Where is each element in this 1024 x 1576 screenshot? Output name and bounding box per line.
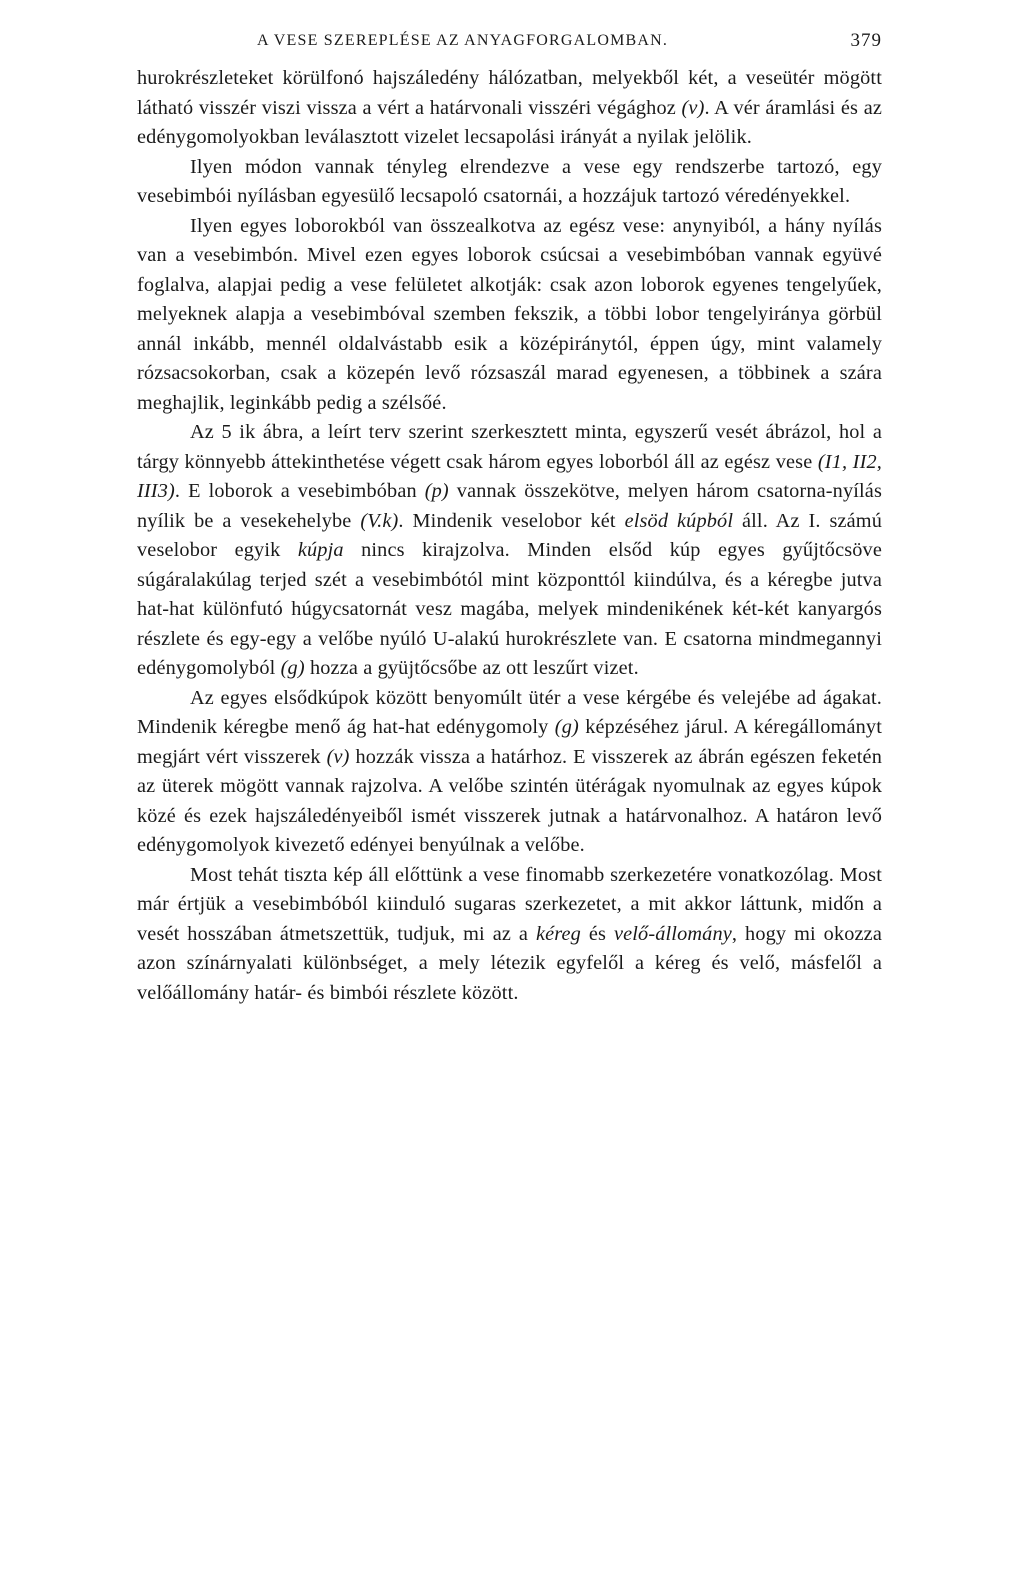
italic-text: (v) — [681, 96, 705, 119]
text-run: . E loborok a vesebimbóban — [174, 480, 425, 502]
paragraph-1 — [137, 64, 882, 153]
paragraph-3 — [137, 212, 882, 419]
italic-text: (g) — [554, 716, 579, 738]
italic-text: velő-állomány — [613, 922, 732, 945]
paragraph-5 — [137, 684, 882, 861]
paragraph-6 — [137, 861, 882, 1009]
page-number: 379 — [850, 30, 882, 51]
running-title: A VESE SZEREPLÉSE AZ ANYAGFORGALOMBAN. — [257, 32, 669, 49]
italic-text: kéreg — [535, 922, 581, 945]
italic-text: (I1, II2, III3) — [137, 450, 882, 502]
text-run: hozza a gyüjtőcsőbe az ott leszűrt vizet. — [304, 657, 639, 679]
text-run: . Mindenik veselobor két — [398, 509, 625, 532]
italic-text: (V.k) — [360, 509, 399, 532]
text-run: hozzák vissza a határhoz. E visszerek az ábrán egészen feketén az üterek mögött vannak rajzolva. A velőbe szintén ütérágak nyomulnak az egyes kúpok közé és ezek hajszáledényeiből ismét visszerek jutnak a határvonalhoz. A határon levő edénygomolyok kivezető edényei benyúlnak a velőbe. — [137, 745, 882, 856]
text-run: és — [580, 922, 614, 945]
text-run: Ilyen egyes loborokból van összealkotva az egész vese: anynyiból, a hány nyílás van a vesebimbón. Mivel ezen egyes loborok csúcsai a vesebimbóban vannak együvé foglalva, alapjai pedig a vese felületet alkotják: csak azon loborok egyenes tengelyűek, melyeknek alapja a vesebimbóval szemben fekszik, a többi lobor tengelyiránya görbül annál inkább, mennél oldalvástabb esik a középiránytól, éppen úgy, mint valamely rózsacsokorban, csak a közepén levő rózsaszál marad egyenesen, a többinek a szára meghajlik, leginkább pedig a szélsőé. — [137, 214, 882, 414]
text-run: . A vér áramlási és az edénygomolyokban leválasztott vizelet lecsapolási irányát a nyilak jelölik. — [137, 96, 883, 148]
italic-text: (v) — [326, 745, 350, 768]
italic-text: (p) — [424, 480, 449, 502]
text-run: képzéséhez járul. A kéregállományt megjárt vért visszerek — [137, 716, 882, 768]
italic-text: elsöd kúpból — [624, 509, 734, 532]
text-run: vannak összekötve, melyen három csatorna-nyílás nyílik be a vesekehelybe — [137, 480, 883, 532]
text-run: , hogy mi okozza azon színárnyalati különbséget, a mely létezik egyfelől a kéreg és velő, másfelől a velőállomány határ- és bimbói részlete között. — [137, 922, 882, 1004]
italic-text: (g) — [280, 657, 305, 679]
running-head — [137, 28, 882, 64]
book-page — [137, 28, 882, 1008]
text-run: Most tehát tiszta kép áll előttünk a vese finomabb szerkezetére vonatkozólag. Most már értjük a vesebimbóból kiinduló sugaras szerkezetet, a mit akkor láttunk, midőn a vesét hosszában átmetszettük, tudjuk, mi az a — [137, 863, 882, 945]
text-run: Az egyes elsődkúpok között benyomúlt ütér a vese kérgébe és velejébe ad ágakat. Mindenik kéregbe menő ág hat-hat edénygomoly — [137, 686, 882, 738]
text-run: Az 5 ik ábra, a leírt terv szerint szerkesztett minta, egyszerű vesét ábrázol, hol a tárgy könnyebb áttekinthetése végett csak három egyes loborból áll az egész vese — [137, 421, 882, 473]
text-run: Ilyen módon vannak tényleg elrendezve a vese egy rendszerbe tartozó, egy vesebimbói nyílásban egyesülő lecsapoló csatornái, a hozzájuk tartozó véredényekkel. — [137, 155, 882, 207]
paragraph-4 — [137, 418, 882, 684]
text-run: nincs kirajzolva. Minden elsőd kúp egyes gyűjtőcsöve súgáralakúlag terjed szét a vesebimbótól mint központtól kiindúlva, és a kéregbe jutva hat-hat különfutó húgycsatornát vesz magába, melyek mindenikének két-két kanyargós részlete és egy-egy a velőbe nyúló U-alakú hurokrészlete van. E csatorna mindmegannyi edénygomolyból — [137, 539, 883, 679]
italic-text: kúpja — [297, 539, 344, 561]
body-text — [137, 64, 882, 1008]
paragraph-2 — [137, 153, 882, 212]
text-run: hurokrészleteket körülfonó hajszáledény hálózatban, melyekből két, a veseütér mögött látható visszér viszi vissza a vért a határvonali visszéri végághoz — [137, 67, 882, 119]
text-run: áll. Az I. számú veselobor egyik — [137, 509, 883, 561]
